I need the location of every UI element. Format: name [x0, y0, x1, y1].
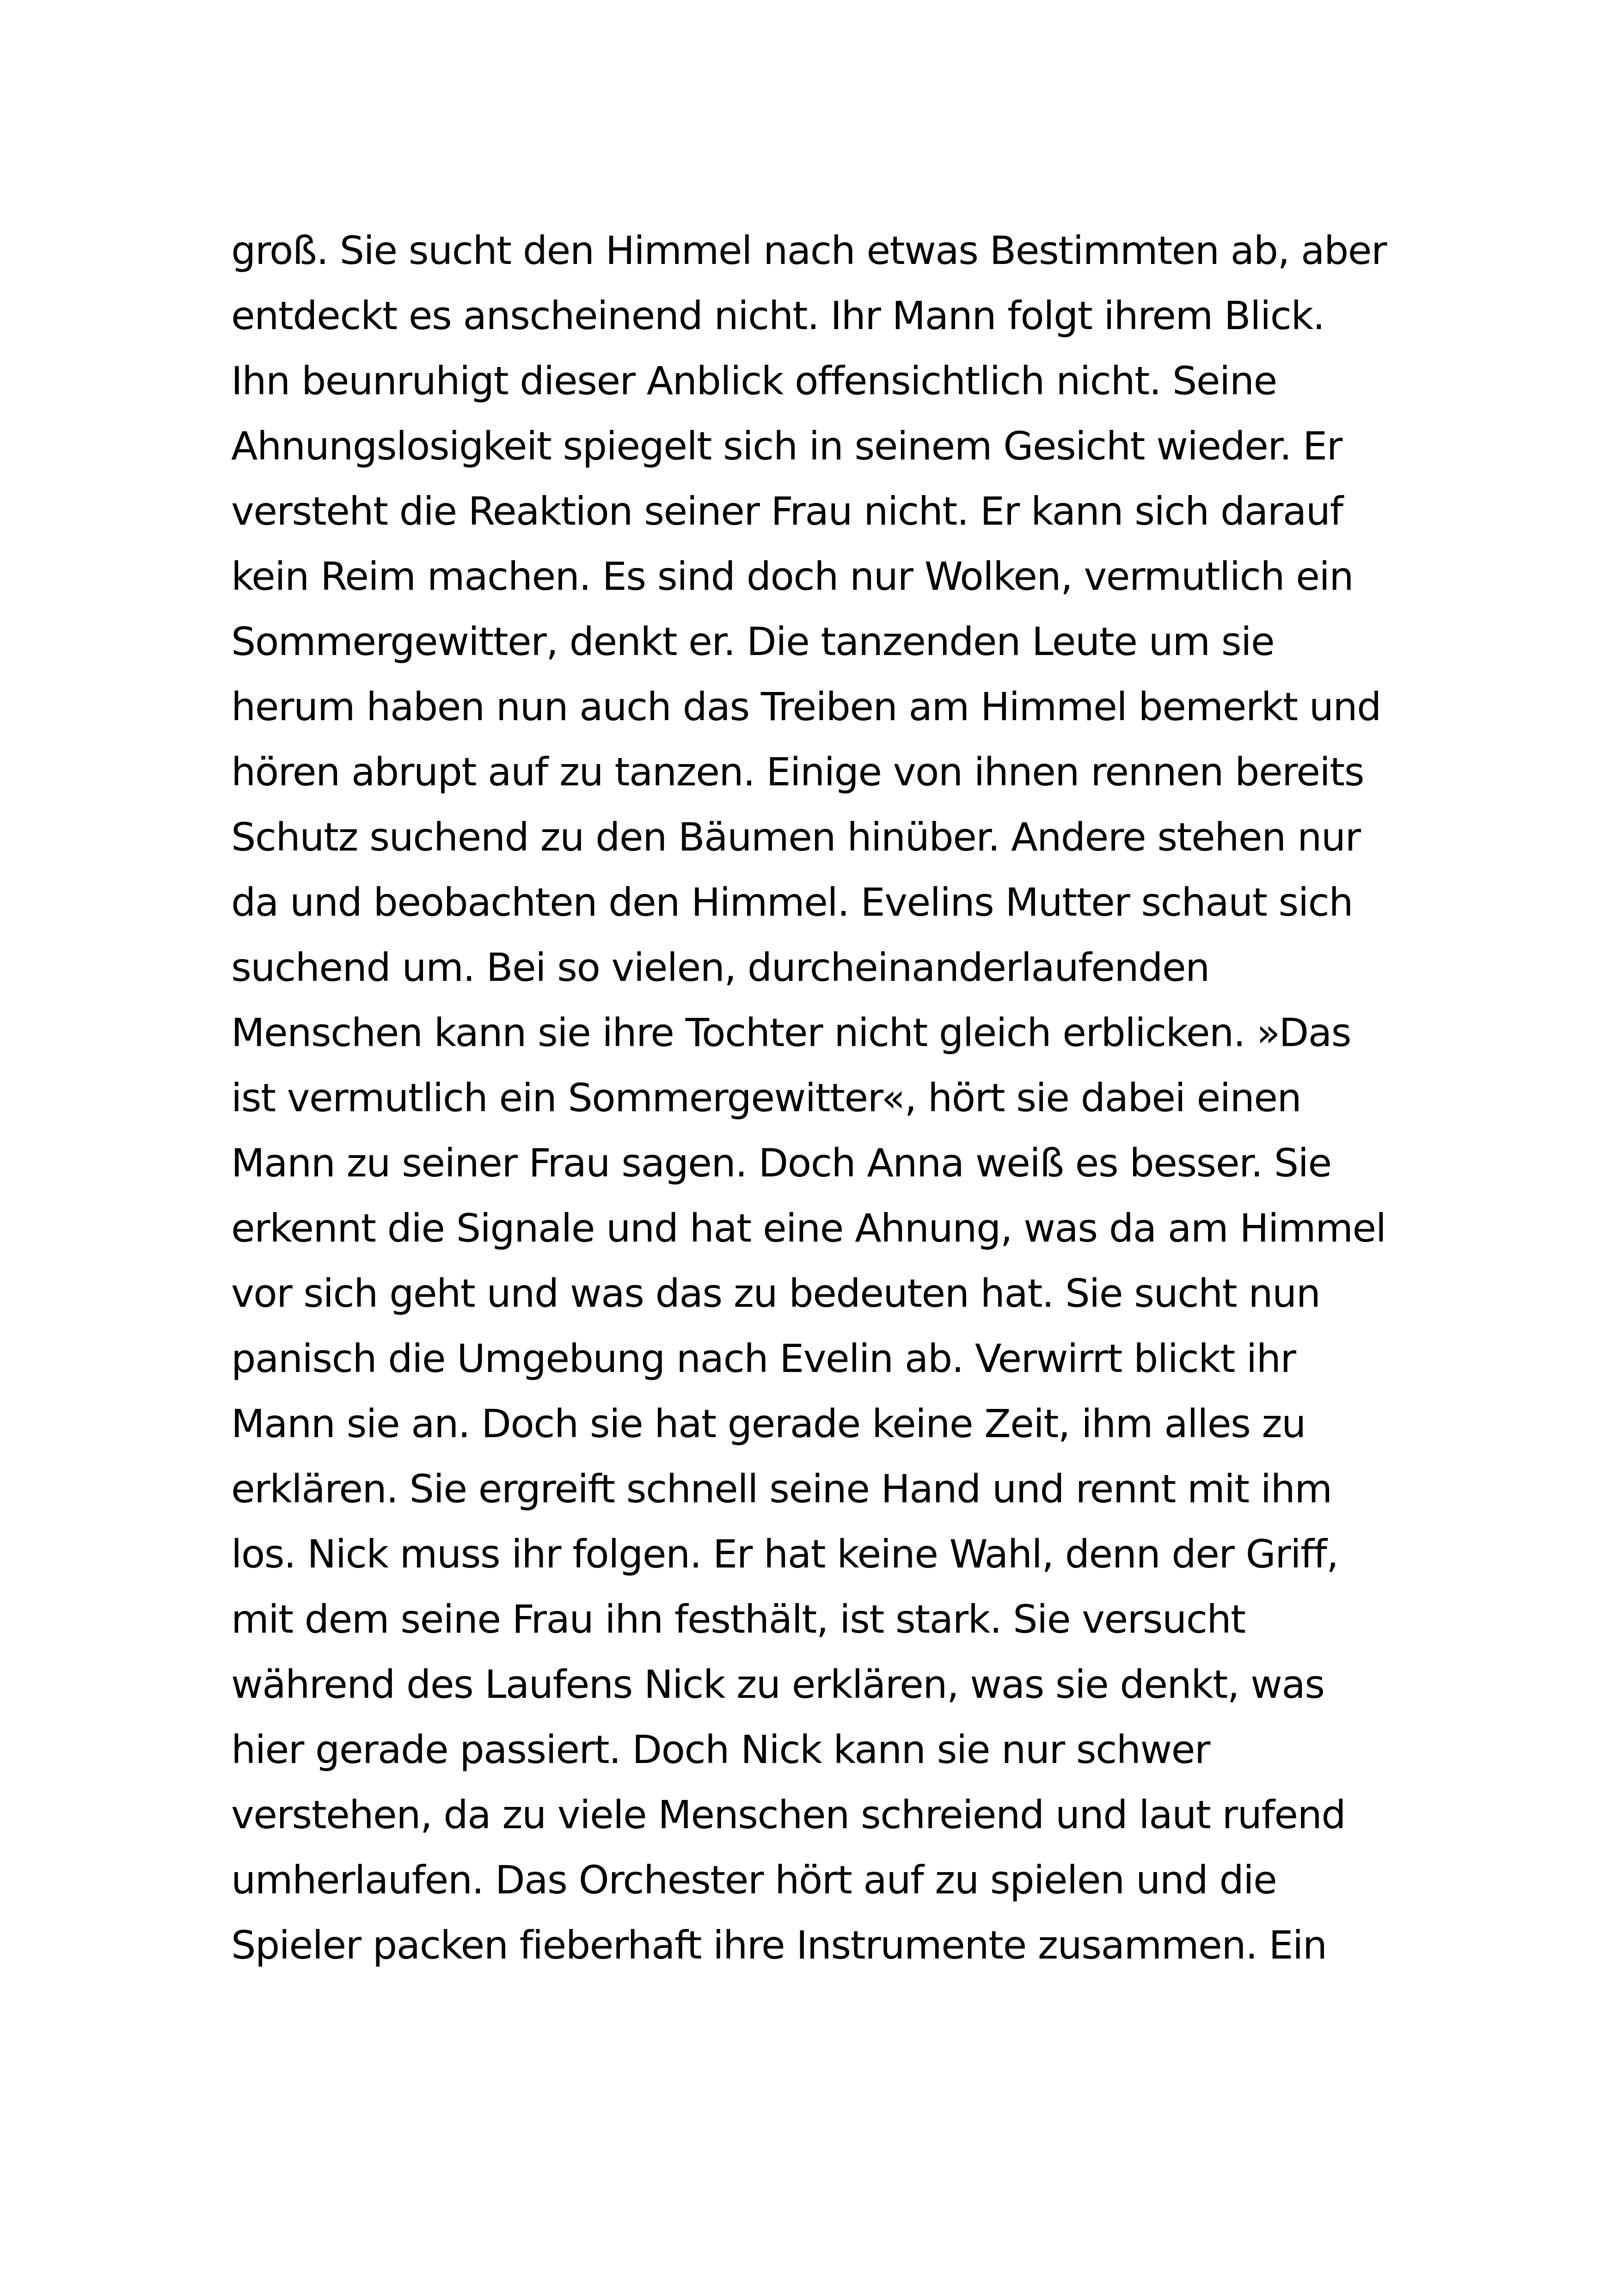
text-line: erkennt die Signale und hat eine Ahnung, was da am Himmel — [231, 1206, 1386, 1251]
text-line: erklären. Sie ergreift schnell seine Hand und rennt mit ihm — [231, 1466, 1332, 1512]
text-line: herum haben nun auch das Treiben am Himmel bemerkt und — [231, 684, 1381, 729]
text-line: ist vermutlich ein Sommergewitter«, hört sie dabei einen — [231, 1075, 1301, 1120]
text-line: umherlaufen. Das Orchester hört auf zu spielen und die — [231, 1857, 1277, 1903]
text-line: Spieler packen fieberhaft ihre Instrumente zusammen. Ein — [231, 1923, 1327, 1968]
text-line: hören abrupt auf zu tanzen. Einige von ihnen rennen bereits — [231, 749, 1364, 795]
text-line: Menschen kann sie ihre Tochter nicht gleich erblicken. »Das — [231, 1010, 1351, 1055]
text-line: versteht die Reaktion seiner Frau nicht. Er kann sich darauf — [231, 489, 1343, 534]
text-line: suchend um. Bei so vielen, durcheinanderlaufenden — [231, 945, 1209, 990]
text-line: verstehen, da zu viele Menschen schreiend und laut rufend — [231, 1792, 1346, 1837]
text-line: da und beobachten den Himmel. Evelins Mutter schaut sich — [231, 880, 1353, 925]
text-line: kein Reim machen. Es sind doch nur Wolken, vermutlich ein — [231, 554, 1354, 599]
text-line: panisch die Umgebung nach Evelin ab. Verwirrt blickt ihr — [231, 1336, 1296, 1381]
text-line: vor sich geht und was das zu bedeuten hat. Sie sucht nun — [231, 1271, 1320, 1316]
text-line: groß. Sie sucht den Himmel nach etwas Bestimmten ab, aber — [231, 228, 1386, 273]
body-text — [231, 218, 1415, 1978]
text-line: Mann zu seiner Frau sagen. Doch Anna weiß es besser. Sie — [231, 1140, 1331, 1186]
text-line: während des Laufens Nick zu erklären, was sie denkt, was — [231, 1662, 1324, 1707]
text-line: Ihn beunruhigt dieser Anblick offensichtlich nicht. Seine — [231, 358, 1277, 404]
text-line: Schutz suchend zu den Bäumen hinüber. Andere stehen nur — [231, 814, 1361, 860]
text-line: Ahnungslosigkeit spiegelt sich in seinem Gesicht wieder. Er — [231, 423, 1342, 469]
text-line: mit dem seine Frau ihn festhält, ist stark. Sie versucht — [231, 1597, 1245, 1642]
text-line: hier gerade passiert. Doch Nick kann sie nur schwer — [231, 1727, 1210, 1772]
text-line: Mann sie an. Doch sie hat gerade keine Zeit, ihm alles zu — [231, 1401, 1305, 1446]
text-line: entdeckt es anscheinend nicht. Ihr Mann folgt ihrem Blick. — [231, 293, 1324, 338]
text-line: Sommergewitter, denkt er. Die tanzenden Leute um sie — [231, 619, 1275, 664]
text-line: los. Nick muss ihr folgen. Er hat keine Wahl, denn der Griff, — [231, 1531, 1338, 1577]
